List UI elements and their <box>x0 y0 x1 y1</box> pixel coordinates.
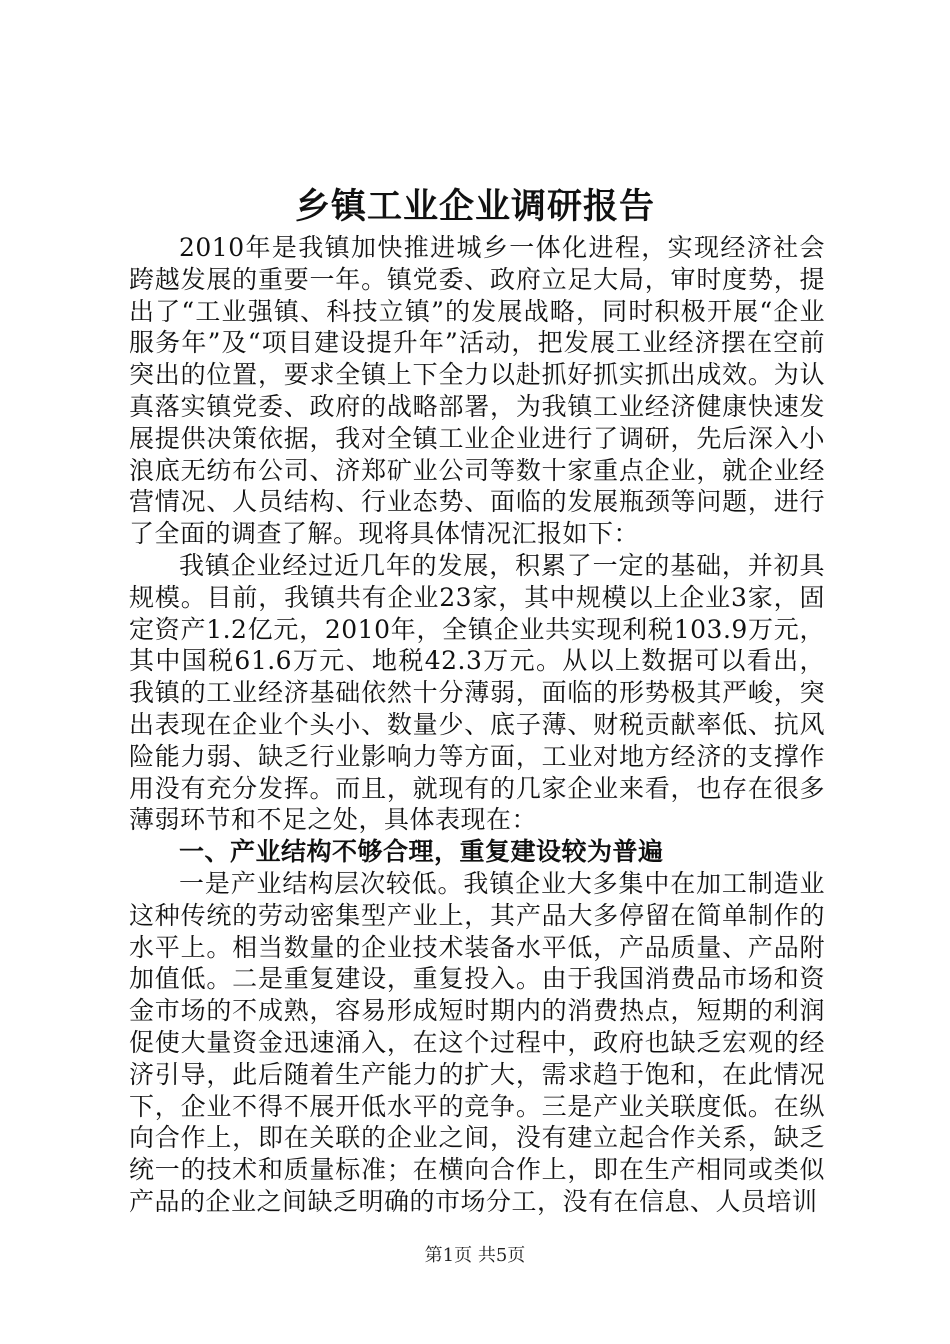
intro-paragraph: 2010年是我镇加快推进城乡一体化进程，实现经济社会跨越发展的重要一年。镇党委、政府立足大局，审时度势，提出了“工业强镇、科技立镇”的发展战略，同时积极开展“企业服务年”及“项目建设提升年”活动，把发展工业经济摆在空前突出的位置，要求全镇上下全力以赴抓好抓实抓出成效。为认真落实镇党委、政府的战略部署，为我镇工业经济健康快速发展提供决策依据，我对全镇工业企业进行了调研，先后深入小浪底无纺布公司、济郑矿业公司等数十家重点企业，就企业经营情况、人员结构、行业态势、面临的发展瓶颈等问题，进行了全面的调查了解。现将具体情况汇报如下： <box>129 233 825 549</box>
document-body <box>129 232 825 1218</box>
document-title: 乡镇工业企业调研报告 <box>294 187 655 227</box>
section-paragraph: 一是产业结构层次较低。我镇企业大多集中在加工制造业这种传统的劳动密集型产业上，其产品大多停留在简单制作的水平上。相当数量的企业技术装备水平低，产品质量、产品附加值低。二是重复建设，重复投入。由于我国消费品市场和资金市场的不成熟，容易形成短时期内的消费热点，短期的利润促使大量资金迅速涌入，在这个过程中，政府也缺乏宏观的经济引导，此后随着生产能力的扩大，需求趋于饱和，在此情况下，企业不得不展开低水平的竞争。三是产业关联度低。在纵向合作上，即在关联的企业之间，没有建立起合作关系，缺乏统一的技术和质量标准；在横向合作上，即在生产相同或类似产品的企业之间缺乏明确的市场分工，没有在信息、人员培训 <box>129 868 825 1216</box>
overview-paragraph: 我镇企业经过近几年的发展，积累了一定的基础，并初具规模。目前，我镇共有企业23家，其中规模以上企业3家，固定资产1.2亿元，2010年，全镇企业共实现利税103.9万元，其中国税61.6万元、地税42.3万元。从以上数据可以看出，我镇的工业经济基础依然十分薄弱，面临的形势极其严峻，突出表现在企业个头小、数量少、底子薄、财税贡献率低、抗风险能力弱、缺乏行业影响力等方面，工业对地方经济的支撑作用没有充分发挥。而且，就现有的几家企业来看，也存在很多薄弱环节和不足之处，具体表现在： <box>129 550 825 835</box>
section-heading: 一、产业结构不够合理，重复建设较为普遍 <box>179 837 664 867</box>
page-footer: 第1页 共5页 <box>424 1245 526 1266</box>
